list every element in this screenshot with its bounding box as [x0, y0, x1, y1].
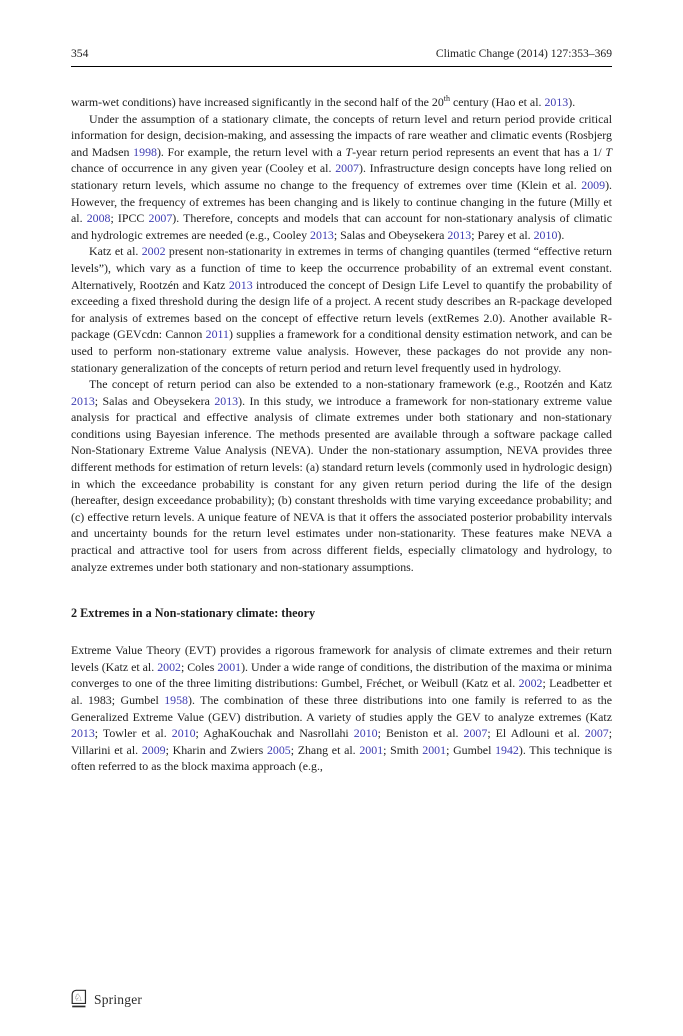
text-run: ). For example, the return level with a	[156, 144, 346, 159]
text-run: century (Hao et al.	[450, 95, 545, 109]
running-head	[71, 47, 612, 60]
text-run: ; Towler et al.	[94, 726, 172, 741]
text-run: ). This technique is often referred to as the block maxima approach (e.g.,	[71, 742, 612, 774]
text-run: present non-stationarity in extremes in terms of changing quantiles (termed “effective return levels”), which vary as a function of time to keep the occurrence probability of an extremal event constant. Alternatively, Rootzén and Katz	[71, 244, 613, 292]
citation-link[interactable]: 2013	[544, 95, 569, 109]
text-run: introduced the concept of Design Life Level to quantify the probability of exceeding a fixed threshold during the design life of a project. A recent study describes an R-package developed for analysis of extremes based on the concept of effective return levels (extRemes 2.0). Another available R-package (GEVcdn: Cannon	[71, 277, 612, 342]
header-rule	[71, 66, 612, 67]
springer-horse-logo-icon	[71, 989, 88, 1010]
citation-link[interactable]: 2013	[71, 393, 95, 408]
citation-link[interactable]: 2010	[533, 227, 558, 242]
citation-link[interactable]: 1998	[133, 144, 157, 159]
citation-link[interactable]: 2013	[228, 277, 253, 292]
citation-link[interactable]: 2002	[518, 676, 543, 691]
text-run: ).	[568, 95, 576, 109]
citation-link[interactable]: 2008	[86, 211, 111, 226]
text-run: warm-wet conditions) have increased significantly in the second half of the 20	[71, 95, 444, 109]
text-run: -year return period represents an event that has a 1/	[352, 144, 606, 159]
text-run: ; Zhang et al.	[290, 742, 360, 757]
citation-link[interactable]: 2010	[353, 726, 378, 741]
text-run: chance of occurrence in any given year (Cooley et al.	[71, 161, 336, 176]
text-run: ). Infrastructure design concepts have long relied on stationary return levels, which assume no change to the frequency of extremes over time (Klein et al.	[71, 161, 612, 192]
text-run: ; El Adlouni et al.	[487, 726, 585, 741]
citation-link[interactable]: 2013	[310, 227, 334, 242]
text-run: Extreme Value Theory (EVT) provides a rigorous framework for analysis of climate extremes and their return levels (Katz et al.	[71, 643, 612, 674]
text-run: Under the assumption of a stationary climate, the concepts of return level and return period provide critical information for design, decision-making, and assessing the impacts of rare weather and climatic events (Rosbjerg and Madsen	[71, 111, 612, 159]
text-run: ; AghaKouchak and Nasrollahi	[195, 726, 354, 741]
text-run: ; Parey et al.	[471, 227, 534, 242]
citation-link[interactable]: 2007	[335, 161, 359, 176]
citation-link[interactable]: 2002	[157, 659, 181, 674]
citation-link[interactable]: 2007	[463, 726, 488, 741]
section-heading: 2 Extremes in a Non-stationary climate: theory	[71, 606, 316, 621]
text-run: ). In this study, we introduce a framework for non-stationary extreme value analysis for practical and effective analysis of climate extremes under both stationary and non-stationary conditions using Bayesian inference. The methods presented are available through a software package called Non-Stationary Extreme Value Analysis (NEVA). Under the non-stationary assumption, NEVA provides three different methods for estimation of return levels: (a) standard return levels (commonly used in hydrologic design) in which the exceedance probability is constant for any given return period during the life of the design (hereafter, design exceedance probability); (b) constant thresholds with time varying exceedance probability; and (c) effective return levels. A unique feature of NEVA is that it offers the associated posterior probability intervals and uncertainty bounds for the return level estimates under non-stationarity. These features make NEVA a practical and attractive tool for users from across different fields, especially climatology and hydrology, to analyze extremes under both stationary and non-stationary assumptions.	[71, 393, 612, 574]
text-run: ; Salas and Obeysekera	[333, 227, 448, 242]
text-run: ; Villarini et al.	[71, 726, 613, 757]
citation-link[interactable]: 2013	[214, 393, 239, 408]
text-run: ; Leadbetter et al. 1983; Gumbel	[71, 676, 612, 707]
italic-text: T	[345, 144, 353, 159]
citation-link[interactable]: 2013	[71, 726, 95, 741]
text-run: ; Beniston et al.	[377, 726, 464, 741]
text-run: ). Therefore, concepts and models that can account for non-stationary analysis of climatic and hydrologic extremes are needed (e.g., Cooley	[71, 211, 613, 242]
citation-link[interactable]: 2001	[359, 742, 384, 757]
paragraph	[71, 94, 612, 111]
paragraph	[71, 642, 612, 775]
citation-link[interactable]: 2007	[584, 726, 609, 741]
text-run: ; IPCC	[110, 211, 149, 226]
text-run: Katz et al.	[89, 244, 142, 259]
paragraph	[71, 111, 612, 244]
citation-link[interactable]: 2001	[217, 659, 242, 674]
text-run: ). However, the frequency of extremes has been changing and is likely to continue changing in the future (Milly et al.	[71, 177, 612, 226]
page-number: 354	[71, 47, 89, 60]
text-run: The concept of return period can also be extended to a non-stationary framework (e.g., Rootzén and Katz	[89, 377, 612, 392]
publisher-name: Springer	[94, 991, 143, 1007]
paragraph	[71, 243, 612, 376]
journal-reference: Climatic Change (2014) 127:353–369	[435, 47, 612, 60]
citation-link[interactable]: 2005	[266, 742, 291, 757]
text-run: ). Under a wide range of conditions, the distribution of the maxima or minima converges to one of the three limiting distributions: Gumbel, Fréchet, or Weibull (Katz et al.	[71, 659, 612, 691]
publisher-footer	[71, 989, 142, 1010]
citation-link[interactable]: 2009	[141, 742, 166, 757]
italic-text: T	[605, 144, 612, 159]
citation-link[interactable]: 2009	[581, 177, 606, 192]
text-run: ). The combination of these three distributions into one family is referred to as the Generalized Extreme Value (GEV) distribution. A variety of studies apply the GEV to analyze extremes (Katz	[71, 693, 612, 724]
citation-link[interactable]: 1958	[164, 693, 188, 707]
paragraph	[71, 376, 612, 575]
citation-link[interactable]: 1942	[495, 742, 519, 757]
text-run: ; Smith	[383, 742, 423, 757]
text-run: ) supplies a framework for a conditional density estimation network, and can be used to perform non-stationary extreme value analysis. However, these packages do not provide any non-stationary generalization of the concepts of return period and return level frequently used in hydrology.	[71, 327, 612, 375]
citation-link[interactable]: 2002	[141, 244, 166, 259]
citation-link[interactable]: 2007	[148, 211, 173, 226]
citation-link[interactable]: 2011	[205, 327, 229, 342]
article-body	[71, 94, 612, 775]
text-run: ).	[557, 227, 565, 242]
superscript-text: th	[443, 94, 451, 104]
citation-link[interactable]: 2013	[447, 227, 472, 242]
citation-link[interactable]: 2010	[171, 726, 196, 741]
text-run: ; Salas and Obeysekera	[94, 393, 215, 408]
citation-link[interactable]: 2001	[422, 742, 447, 757]
text-run: ; Coles	[180, 659, 218, 674]
text-run: ; Kharin and Zwiers	[165, 742, 267, 757]
svg-text:♘: ♘	[73, 992, 83, 1004]
text-run: ; Gumbel	[446, 742, 496, 757]
